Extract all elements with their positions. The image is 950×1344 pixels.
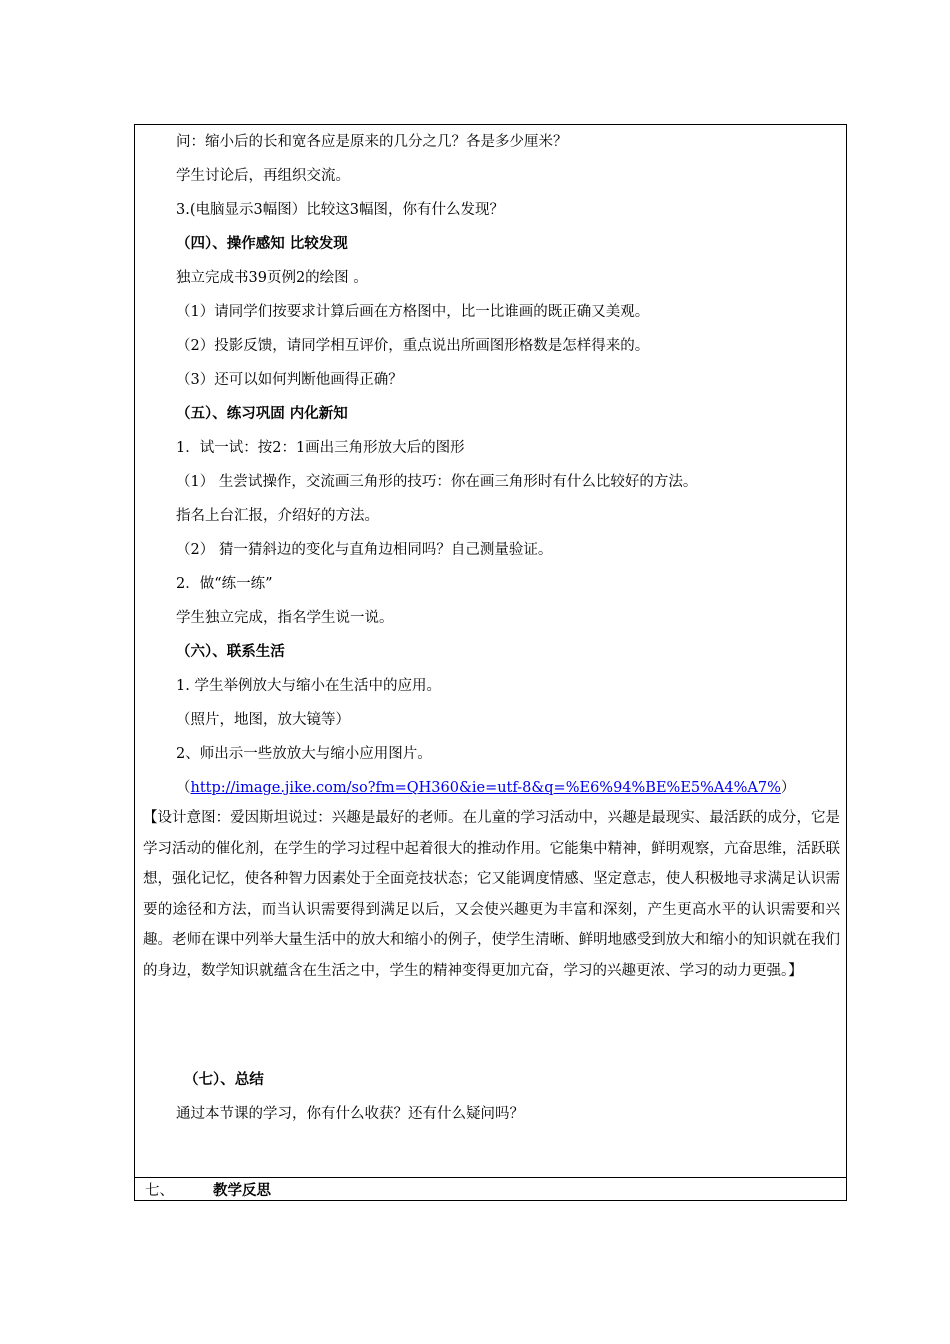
text-line: 指名上台汇报，介绍好的方法。 <box>176 508 379 524</box>
text-line: 学生独立完成，指名学生说一说。 <box>176 610 394 626</box>
text-line: 1. 学生举例放大与缩小在生活中的应用。 <box>176 678 441 694</box>
section-heading-7: （七）、总结 <box>184 1071 264 1088</box>
design-intent-paragraph: 【设计意图：爱因斯坦说过：兴趣是最好的老师。在儿童的学习活动中，兴趣是最现实、最活跃的成分，它是学习活动的催化剂，在学生的学习过程中起着很大的推动作用。它能集中精神，鲜明观察，亢奋思维，活跃联想，强化记忆，使各种智力因素处于全面竞技状态；它又能调度情感、坚定意志，使人积极地寻求满足认识需要的途径和方法，而当认识需要得到满足以后，又会使兴趣更为丰富和深刻，产生更高水平的认识需要和兴趣。老师在课中列举大量生活中的放大和缩小的例子，使学生清晰、鲜明地感受到放大和缩小的知识就在我们的身边，数学知识就蕴含在生活之中，学生的精神变得更加亢奋，学习的兴趣更浓、学习的动力更强。】 <box>143 810 840 979</box>
text-line: 学生讨论后，再组织交流。 <box>176 168 350 184</box>
text-line: 2、师出示一些放放大与缩小应用图片。 <box>176 746 432 762</box>
text-line: （1）请同学们按要求计算后画在方格图中，比一比谁画的既正确又美观。 <box>176 304 650 320</box>
text-line: （1） 生尝试操作，交流画三角形的技巧：你在画三角形时有什么比较好的方法。 <box>176 474 698 490</box>
text-line: 问：缩小后的长和宽各应是原来的几分之几？各是多少厘米？ <box>176 134 568 150</box>
link-close-paren: ） <box>780 780 796 796</box>
text-line: 3.(电脑显示3幅图）比较这3幅图，你有什么发现？ <box>176 202 504 218</box>
section-heading-5: （五）、练习巩固 内化新知 <box>176 405 348 422</box>
summary-text: 通过本节课的学习，你有什么收获？还有什么疑问吗？ <box>176 1106 524 1122</box>
link-line <box>176 778 795 798</box>
text-line: （2）投影反馈，请同学相互评价，重点说出所画图形格数是怎样得来的。 <box>176 338 650 354</box>
reflection-heading: 教学反思 <box>213 1182 271 1199</box>
section-heading-6: （六）、联系生活 <box>176 643 285 660</box>
link-open-paren: （ <box>176 780 191 796</box>
section-number: 七、 <box>145 1183 174 1199</box>
lesson-table <box>134 124 847 1201</box>
row-divider <box>135 1177 846 1178</box>
text-line: 2．做“练一练” <box>176 576 273 592</box>
text-line: 1．试一试：按2：1画出三角形放大后的图形 <box>176 440 465 456</box>
section-heading-4: （四）、操作感知 比较发现 <box>176 235 348 252</box>
reference-link[interactable]: http://image.jike.com/so?fm=QH360&ie=utf-8&q=%E6%94%BE%E5%A4%A7% <box>190 780 781 796</box>
text-line: 独立完成书39页例2的绘图 。 <box>176 270 368 286</box>
text-line: （2） 猜一猜斜边的变化与直角边相同吗？自己测量验证。 <box>176 542 553 558</box>
text-line: （照片，地图，放大镜等） <box>176 712 350 728</box>
text-line: （3）还可以如何判断他画得正确？ <box>176 372 403 388</box>
